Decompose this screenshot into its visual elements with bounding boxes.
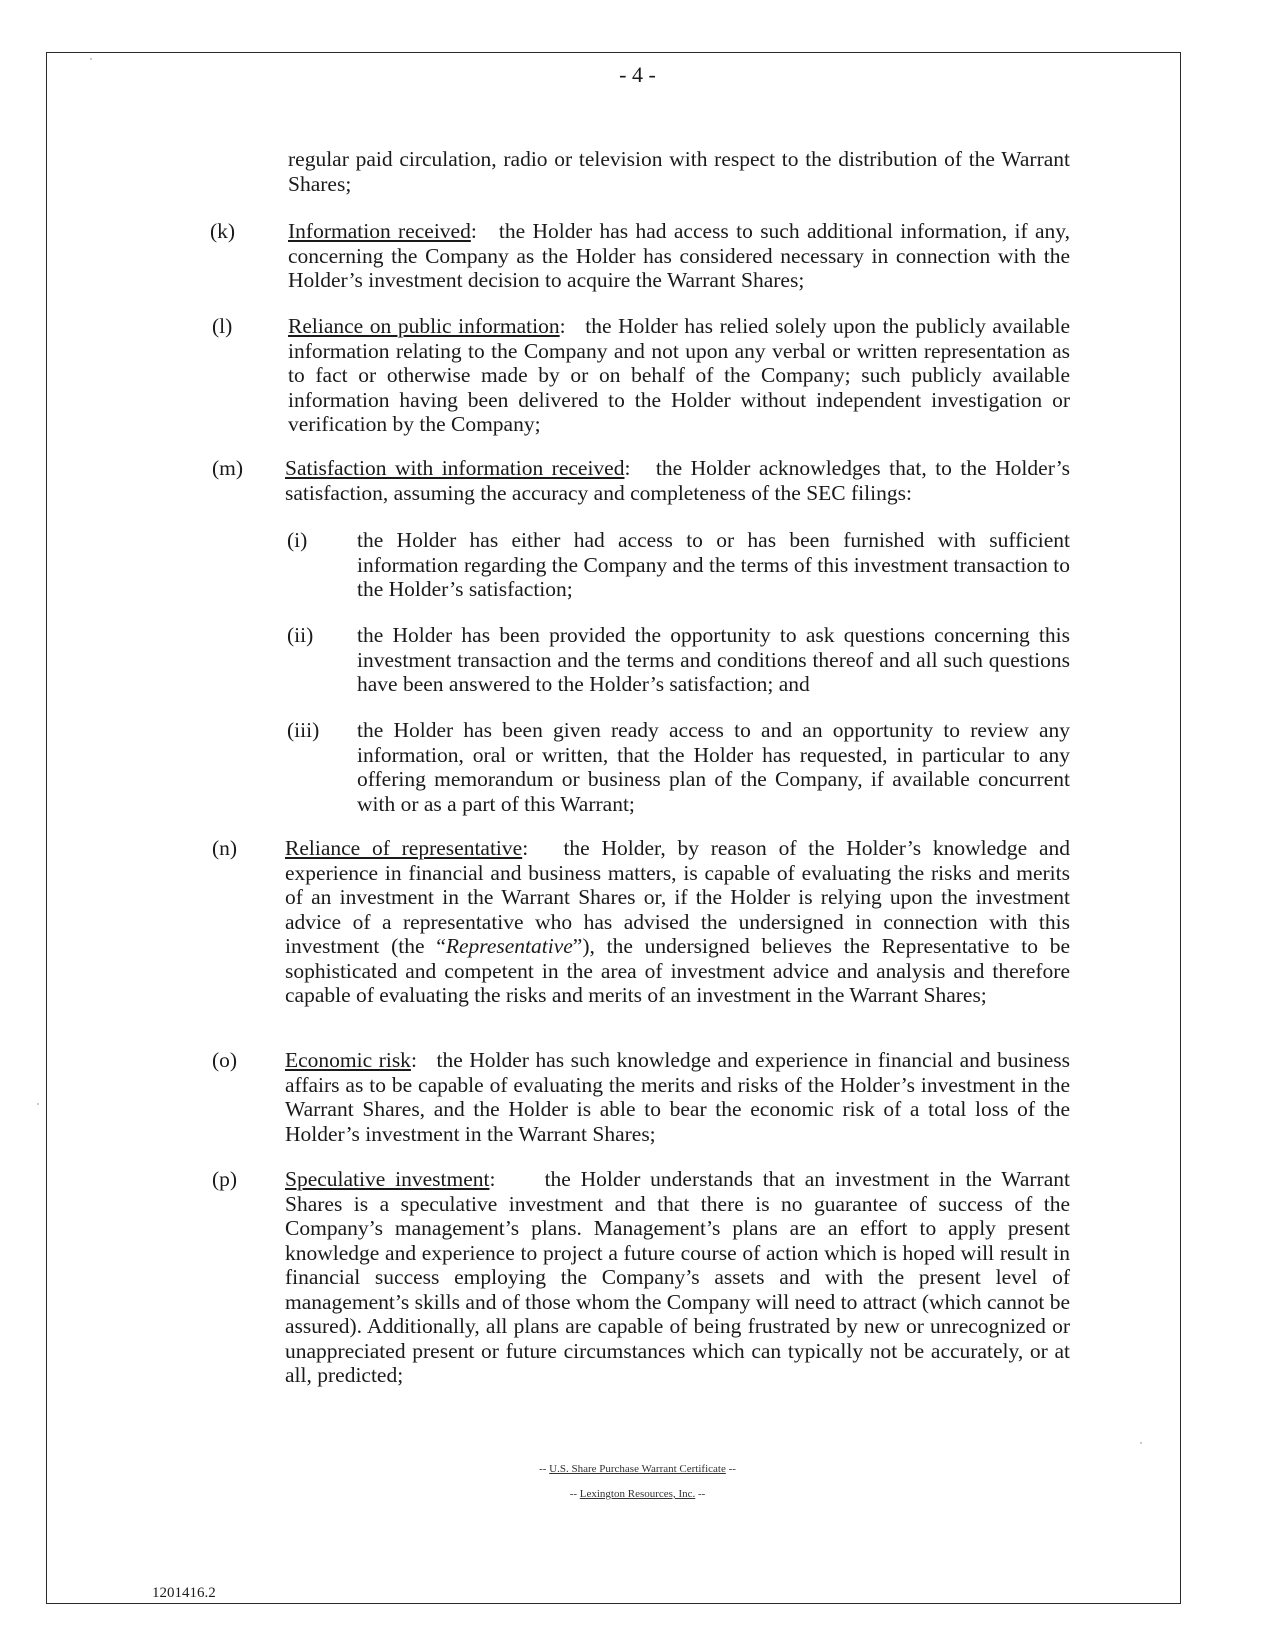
item-l-heading: Reliance on public information	[288, 314, 560, 338]
item-k-heading: Information received	[288, 219, 471, 243]
item-m-heading: Satisfaction with information received	[285, 456, 625, 480]
subitem-label-i: (i)	[287, 528, 308, 552]
subitem-i-text: the Holder has either had access to or has been furnished with sufficient information regarding the Company and the terms of this investment transaction to the Holder’s satisfaction;	[357, 528, 1070, 601]
item-k-text: the Holder has had access to such additional information, if any, concerning the Company as the Holder has considered necessary in connection with the Holder’s investment decision to acquire the Warrant Shares;	[288, 219, 1070, 292]
item-label-n: (n)	[212, 836, 238, 860]
item-l: Reliance on public information: the Holder has relied solely upon the publicly available information relating to the Company and not upon any verbal or written representation as to fact or otherwise made by or on behalf of the Company; such publicly available information having been delivered to the Holder without independent investigation or verification by the Company;	[288, 314, 1071, 436]
scan-speck	[90, 58, 92, 60]
footer-dash-left-2: --	[569, 1488, 578, 1500]
item-p-heading: Speculative investment	[285, 1167, 490, 1191]
opening-text: regular paid circulation, radio or television with respect to the distribution of the Warrant Shares;	[288, 147, 1070, 196]
subitem-label-iii: (iii)	[287, 718, 320, 742]
item-l-text: the Holder has relied solely upon the publicly available information relating to the Company and not upon any verbal or written representation as to fact or otherwise made by or on behalf of the Company; such publicly available information having been delivered to the Holder without independent investigation or verification by the Company;	[288, 314, 1071, 436]
subitem-ii	[357, 623, 1070, 697]
item-p-text: the Holder understands that an investment in the Warrant Shares is a speculative investment and that there is no guarantee of success of the Company’s management’s plans. Management’s plans are an effort to apply present knowledge and experience to project a future course of action which is hoped will result in financial success employing the Company’s assets and with the present level of management’s skills and of those whom the Company will need to attract (which cannot be assured). Additionally, all plans are capable of being frustrated by new or unrecognized or unappreciated present or future circumstances which can typically not be accurately, or at all, predicted;	[285, 1167, 1070, 1387]
opening-paragraph	[288, 147, 1070, 196]
footer-company-text: Lexington Resources, Inc.	[579, 1488, 696, 1500]
footer-dash-left-1: --	[539, 1463, 547, 1475]
subitem-i	[357, 528, 1070, 602]
page-number: - 4 -	[619, 62, 656, 87]
item-o-text: the Holder has such knowledge and experience in financial and business affairs as to be capable of evaluating the merits and risks of the Holder’s investment in the Warrant Shares, and the Holder is able to bear the economic risk of a total loss of the Holder’s investment in the Warrant Shares;	[285, 1048, 1070, 1146]
item-n-defined-term: Representative	[445, 934, 573, 958]
footer-dash-right-1: --	[728, 1463, 736, 1475]
footer-certificate-title	[0, 1463, 1275, 1475]
item-p: Speculative investment: the Holder understands that an investment in the Warrant Shares is a speculative investment and that there is no guarantee of success of the Company’s management’s plans. Management’s plans are an effort to apply present knowledge and experience to project a future course of action which is hoped will result in financial success employing the Company’s assets and with the present level of management’s skills and of those whom the Company will need to attract (which cannot be assured). Additionally, all plans are capable of being frustrated by new or unrecognized or unappreciated present or future circumstances which can typically not be accurately, or at all, predicted;	[285, 1167, 1070, 1387]
scan-speck	[37, 1103, 39, 1105]
document-id: 1201416.2	[152, 1585, 216, 1601]
item-label-k: (k)	[210, 219, 236, 243]
subitem-label-ii: (ii)	[287, 623, 314, 647]
item-n-text-after: ”), the undersigned believes the Representative to be sophisticated and competent in the area of investment advice and analysis and therefore capable of evaluating the risks and merits of an investment in the Warrant Shares;	[285, 934, 1070, 1007]
item-label-l: (l)	[212, 314, 233, 338]
subitem-ii-text: the Holder has been provided the opportunity to ask questions concerning this investment transaction and the terms and conditions thereof and all such questions have been answered to the Holder’s satisfaction; and	[357, 623, 1070, 696]
scan-speck	[1140, 1442, 1142, 1444]
footer-company-name	[0, 1488, 1275, 1500]
subitem-iii	[357, 718, 1070, 816]
subitem-iii-text: the Holder has been given ready access to and an opportunity to review any information, oral or written, that the Holder has requested, in particular to any offering memorandum or business plan of the Company, if available concurrent with or as a part of this Warrant;	[357, 718, 1070, 816]
item-label-p: (p)	[212, 1167, 238, 1191]
item-n: Reliance of representative: the Holder, by reason of the Holder’s knowledge and experience in financial and business matters, is capable of evaluating the risks and merits of an investment in the Warrant Shares or, if the Holder is relying upon the investment advice of a representative who has advised the undersigned in connection with this investment (the “Representative”), the undersigned believes the Representative to be sophisticated and competent in the area of investment advice and analysis and therefore capable of evaluating the risks and merits of an investment in the Warrant Shares;	[285, 836, 1070, 1007]
footer-certificate-text: U.S. Share Purchase Warrant Certificate	[549, 1463, 726, 1475]
item-label-m: (m)	[212, 456, 244, 480]
item-m: Satisfaction with information received: the Holder acknowledges that, to the Holder’s satisfaction, assuming the accuracy and completeness of the SEC filings:	[285, 456, 1070, 505]
item-n-heading: Reliance of representative	[285, 836, 523, 860]
item-n-text-before: the Holder, by reason of the Holder’s knowledge and experience in financial and business matters, is capable of evaluating the risks and merits of an investment in the Warrant Shares or, if the Holder is relying upon the investment advice of a representative who has advised the undersigned in connection with this investment (the “	[285, 836, 1070, 958]
item-k: Information received: the Holder has had access to such additional information, if any, concerning the Company as the Holder has considered necessary in connection with the Holder’s investment decision to acquire the Warrant Shares;	[288, 219, 1070, 292]
item-label-o: (o)	[212, 1048, 238, 1072]
item-o: Economic risk: the Holder has such knowledge and experience in financial and business affairs as to be capable of evaluating the merits and risks of the Holder’s investment in the Warrant Shares, and the Holder is able to bear the economic risk of a total loss of the Holder’s investment in the Warrant Shares;	[285, 1048, 1070, 1146]
item-m-text: the Holder acknowledges that, to the Holder’s satisfaction, assuming the accuracy and completeness of the SEC filings:	[285, 456, 1070, 505]
footer-dash-right-2: --	[697, 1488, 706, 1500]
item-o-heading: Economic risk	[285, 1048, 411, 1072]
